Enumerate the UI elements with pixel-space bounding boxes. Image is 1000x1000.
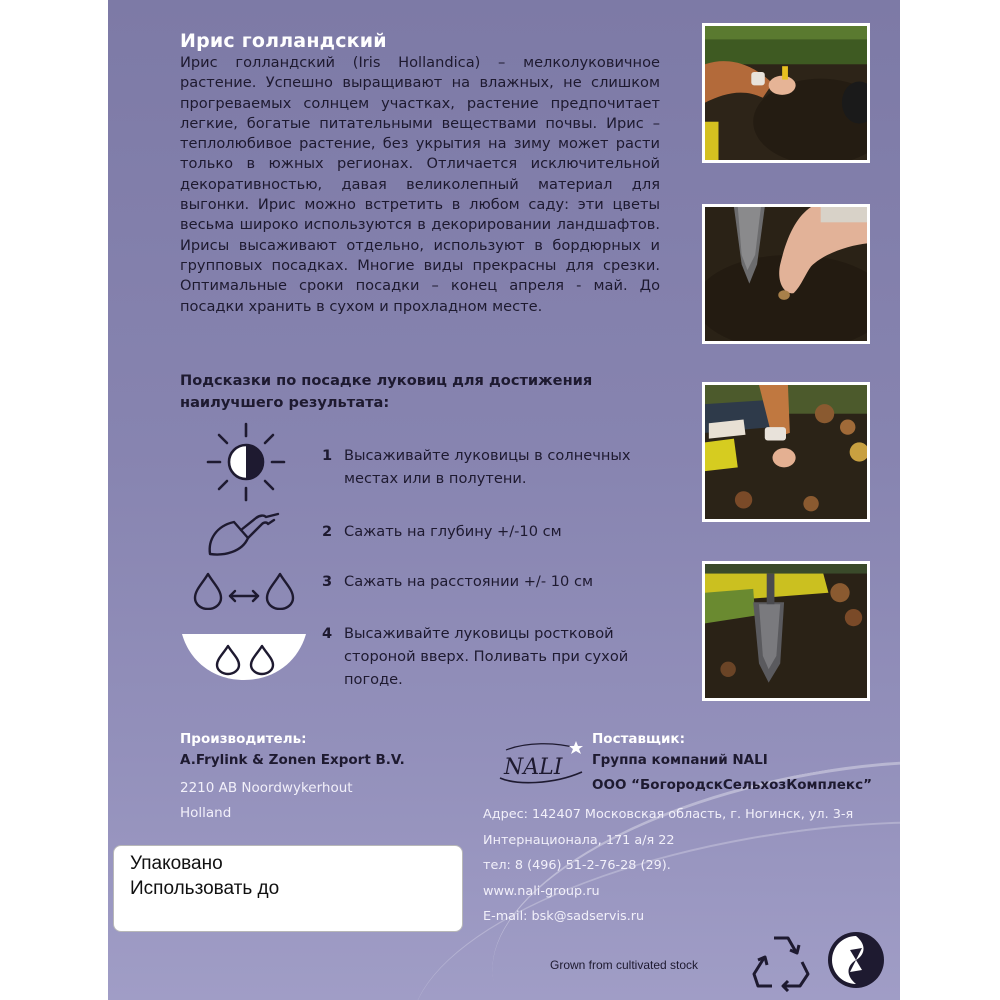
supplier-address-line: Интернационала, 171 а/я 22 [483, 832, 675, 848]
tips-title: Подсказки по посадке луковиц для достижения наилучшего результата: [180, 372, 593, 411]
tip-text: Высаживайте луковицы в солнечных местах или в полутени. [344, 447, 631, 487]
recycle-icon [750, 930, 812, 992]
manufacturer-address-line: 2210 AB Noordwykerhout [180, 780, 353, 796]
planting-photo-2 [702, 204, 870, 344]
tip-text: Сажать на расстоянии +/- 10 см [344, 573, 593, 590]
tip-item [322, 444, 662, 490]
bulbs-in-soil-icon [180, 632, 308, 682]
supplier-label: Поставщик: [592, 731, 685, 747]
supplier-address-line: Адрес: 142407 Московская область, г. Ногинск, ул. 3-я [483, 807, 854, 822]
grown-from-note: Grown from cultivated stock [550, 958, 699, 972]
product-description: Ирис голландский (Iris Hollandica) – мелколуковичное растение. Успешно выращивают на влажных, не слишком прогреваемых солнцем участках, растение предпочитает легкие, богатые питательными веществами почвы. Ирис – теплолюбивое растение, без укрытия на зиму может расти только в южных регионах. Отличается исключительной декоративностью, давая великолепный материал для выгонки. Ирис можно встретить в любом саду: эти цветы весьма широко используются в декорировании ландшафтов. Ирисы высаживают отдельно, используют в бордюрных и групповых посадках. Многие виды прекрасны для срезки. Оптимальные сроки посадки – конец апреля - май. До посадки хранить в сухом и прохладном месте. [180, 54, 660, 315]
supplier-email: E-mail: bsk@sadservis.ru [483, 909, 645, 924]
supplier-group: Группа компаний NALI [592, 752, 768, 768]
trowel-icon [204, 510, 282, 560]
tip-number: 3 [322, 573, 333, 590]
supplier-phone: тел: 8 (496) 51-2-76-28 (29). [483, 858, 671, 873]
tip-number: 1 [322, 447, 333, 464]
green-dot-icon [826, 930, 886, 990]
manufacturer-label: Производитель: [180, 731, 307, 747]
planting-photo-1 [702, 23, 870, 163]
logo-text: NALI [504, 755, 563, 780]
nali-logo [496, 738, 588, 786]
supplier-contacts [483, 802, 853, 930]
planting-photo-4 [702, 561, 870, 701]
manufacturer-address-line: Holland [180, 805, 232, 821]
tip-text: Высаживайте луковицы ростковой стороной вверх. Поливать при сухой погоде. [344, 625, 629, 688]
tip-item [322, 520, 662, 543]
use-by-label: Использовать до [130, 878, 280, 899]
tip-number: 2 [322, 523, 333, 540]
supplier-company: ООО “БогородскСельхозКомплекс” [592, 777, 872, 793]
tip-item [322, 570, 662, 593]
tip-number: 4 [322, 625, 333, 642]
packing-label-box [113, 845, 463, 932]
tip-item [322, 622, 662, 691]
tip-text: Сажать на глубину +/-10 см [344, 523, 562, 540]
product-title: Ирис голландский [180, 30, 387, 52]
sun-half-shade-icon [204, 420, 288, 504]
supplier-website: www.nali-group.ru [483, 883, 600, 899]
planting-photo-3 [702, 382, 870, 522]
packed-label: Упаковано [130, 853, 223, 874]
manufacturer-address [180, 776, 353, 826]
bulb-spacing-icon [192, 570, 296, 610]
manufacturer-name: A.Frylink & Zonen Export B.V. [180, 752, 405, 768]
